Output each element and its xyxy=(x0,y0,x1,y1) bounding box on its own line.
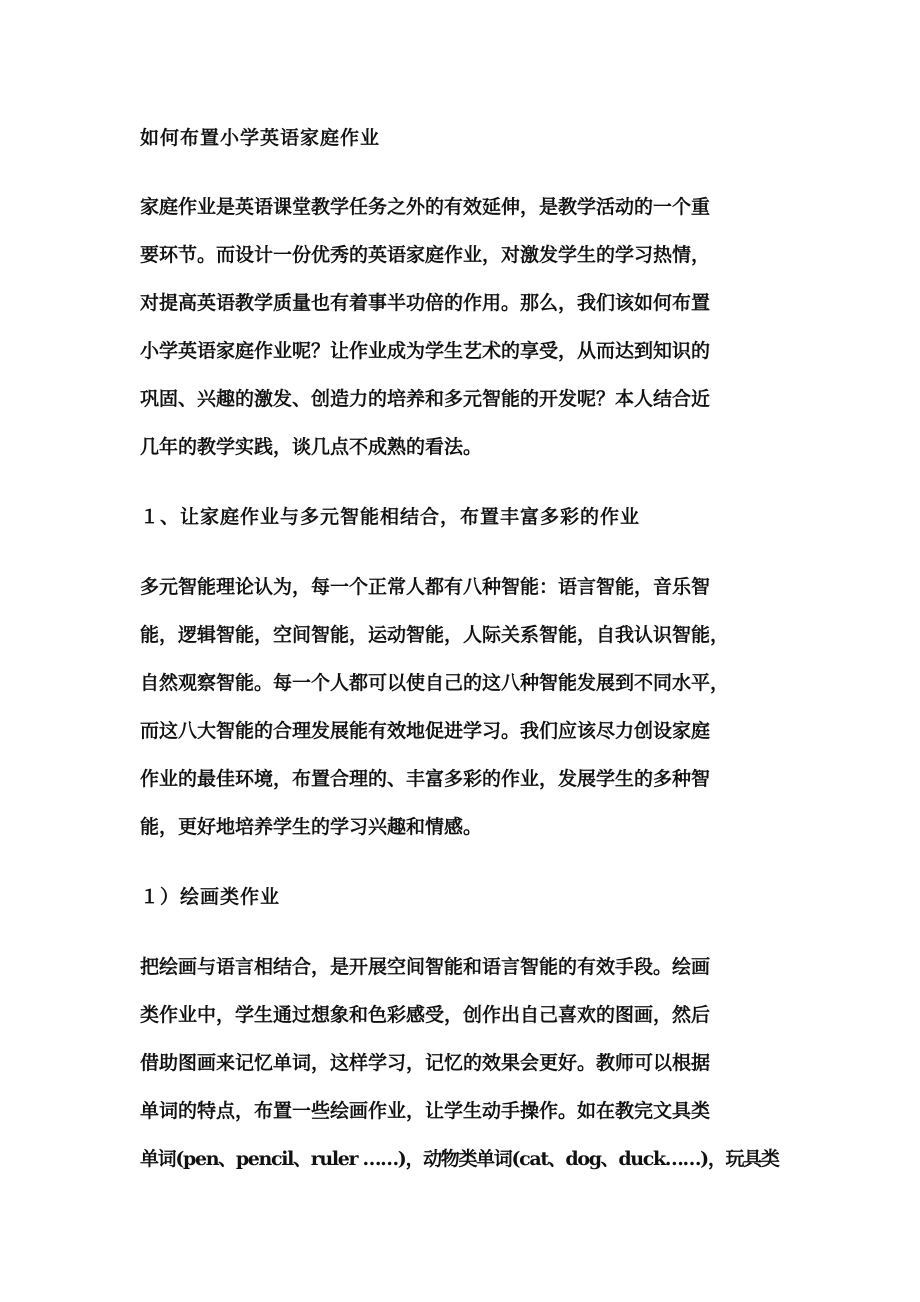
section-1-line-5: 作业的最佳环境，布置合理的、丰富多彩的作业，发展学生的多种智 xyxy=(140,768,711,790)
section-1-line-3: 自然观察智能。每一个人都可以使自己的这八种智能发展到不同水平， xyxy=(140,672,730,694)
subsection-1-line-2: 类作业中，学生通过想象和色彩感受，创作出自己喜欢的图画，然后 xyxy=(140,1004,711,1026)
document-title: 如何布置小学英语家庭作业 xyxy=(140,127,381,149)
section-1-line-4: 而这八大智能的合理发展能有效地促进学习。我们应该尽力创设家庭 xyxy=(140,720,711,742)
subsection-1-line-5: 单词(pen、pencil、ruler ……)，动物类单词(cat、dog、duck……)，玩具类 xyxy=(140,1148,779,1170)
section-1-line-6: 能，更好地培养学生的学习兴趣和情感。 xyxy=(140,816,483,838)
intro-line-2: 要环节。而设计一份优秀的英语家庭作业，对激发学生的学习热情， xyxy=(140,244,711,266)
intro-line-3: 对提高英语教学质量也有着事半功倍的作用。那么，我们该如何布置 xyxy=(140,292,711,314)
intro-line-1: 家庭作业是英语课堂教学任务之外的有效延伸，是教学活动的一个重 xyxy=(140,196,711,218)
section-1-heading: １、让家庭作业与多元智能相结合，布置丰富多彩的作业 xyxy=(140,506,641,528)
subsection-1-line-1: 把绘画与语言相结合，是开展空间智能和语言智能的有效手段。绘画 xyxy=(140,956,711,978)
subsection-1-line-3: 借助图画来记忆单词，这样学习，记忆的效果会更好。教师可以根据 xyxy=(140,1052,711,1074)
section-1-line-2: 能，逻辑智能，空间智能，运动智能，人际关系智能，自我认识智能， xyxy=(140,624,730,646)
section-1-line-1: 多元智能理论认为，每一个正常人都有八种智能：语言智能，音乐智 xyxy=(140,576,711,598)
intro-line-4: 小学英语家庭作业呢？让作业成为学生艺术的享受，从而达到知识的 xyxy=(140,340,711,362)
intro-line-5: 巩固、兴趣的激发、创造力的培养和多元智能的开发呢？本人结合近 xyxy=(140,388,711,410)
subsection-1-heading: １）绘画类作业 xyxy=(140,886,281,908)
subsection-1-line-4: 单词的特点，布置一些绘画作业，让学生动手操作。如在教完文具类 xyxy=(140,1100,711,1122)
intro-line-6: 几年的教学实践，谈几点不成熟的看法。 xyxy=(140,436,483,458)
